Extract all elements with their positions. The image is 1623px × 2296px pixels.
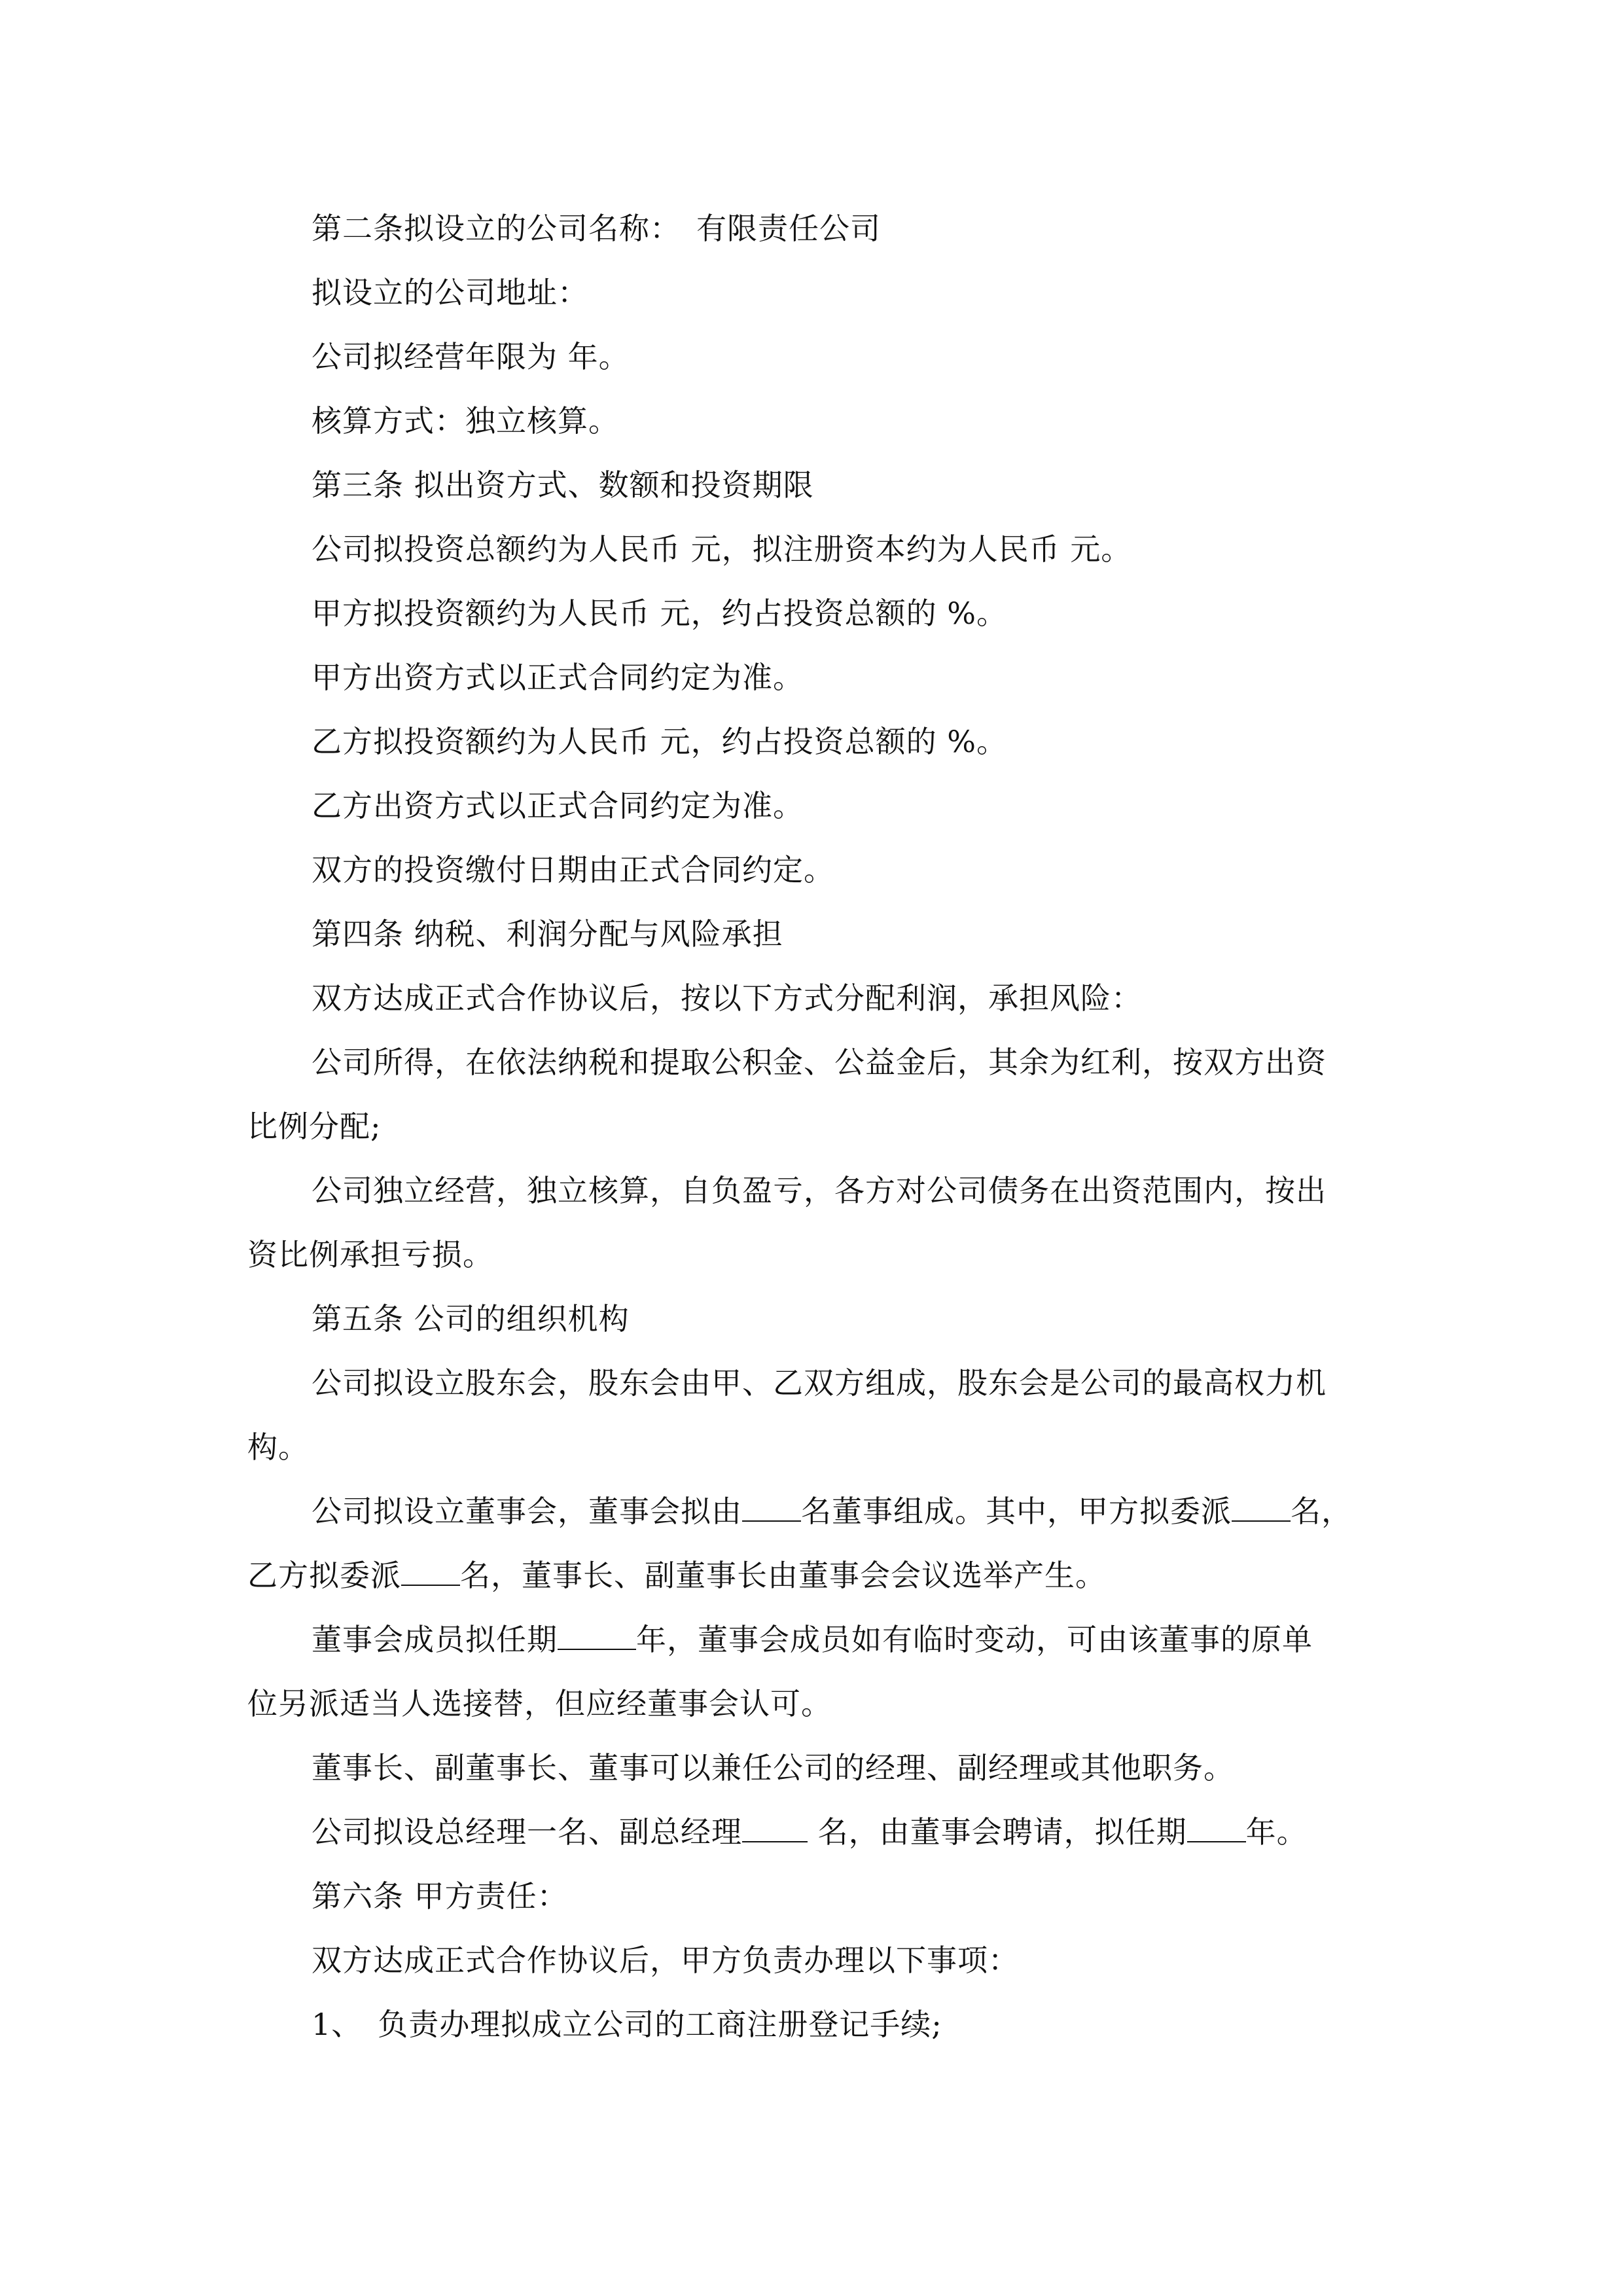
paragraph-line: 比例分配; xyxy=(247,1109,382,1144)
paragraph-line: 公司独立经营，独立核算，自负盈亏，各方对公司债务在出资范围内，按出 xyxy=(312,1173,1327,1208)
manager-text-c: 年。 xyxy=(1245,1814,1308,1850)
operating-term-line: 公司拟经营年限为 年。 xyxy=(312,339,630,374)
blank-field xyxy=(558,1626,636,1650)
blank-field xyxy=(742,1819,808,1842)
article2-company-name: 第二条拟设立的公司名称： 有限责任公司 xyxy=(312,211,881,246)
shareholders-meeting-paragraph xyxy=(247,1351,1378,1479)
party-a-contribution-line: 甲方出资方式以正式合同约定为准。 xyxy=(312,660,804,695)
loss-sharing-paragraph xyxy=(247,1158,1378,1287)
blank-field xyxy=(401,1562,460,1586)
paragraph-line xyxy=(247,1479,1378,1543)
director-term-paragraph xyxy=(247,1607,1378,1736)
board-text-a: 公司拟设立董事会，董事会拟由 xyxy=(312,1494,742,1529)
blank-field xyxy=(1232,1498,1291,1522)
article6-title: 第六条 甲方责任： xyxy=(312,1878,568,1914)
concurrent-positions-line: 董事长、副董事长、董事可以兼任公司的经理、副经理或其他职务。 xyxy=(312,1750,1234,1785)
manager-text-b: 名，由董事会聘请，拟任期 xyxy=(808,1814,1187,1850)
board-of-directors-paragraph xyxy=(247,1479,1378,1607)
board-text-b: 名董事组成。其中，甲方拟委派 xyxy=(801,1494,1232,1529)
company-address-line: 拟设立的公司地址： xyxy=(312,275,588,310)
article3-title: 第三条 拟出资方式、数额和投资期限 xyxy=(312,467,814,503)
paragraph-line: 公司拟设立股东会，股东会由甲、乙双方组成，股东会是公司的最高权力机 xyxy=(312,1365,1327,1401)
duty-item-1: 1、 负责办理拟成立公司的工商注册登记手续; xyxy=(312,2007,942,2042)
profit-distribution-paragraph xyxy=(247,1030,1378,1158)
payment-date-line: 双方的投资缴付日期由正式合同约定。 xyxy=(312,852,834,888)
total-investment-line: 公司拟投资总额约为人民币 元，拟注册资本约为人民币 元。 xyxy=(312,531,1132,567)
board-text-d: 乙方拟委派 xyxy=(247,1558,401,1593)
paragraph-line: 位另派适当人选接替，但应经董事会认可。 xyxy=(247,1686,832,1721)
paragraph-line xyxy=(247,1543,1378,1607)
party-a-investment-line: 甲方拟投资额约为人民币 元，约占投资总额的 %。 xyxy=(312,596,1007,631)
manager-text-a: 公司拟设总经理一名、副总经理 xyxy=(312,1814,742,1850)
board-text-e: 名，董事长、副董事长由董事会会议选举产生。 xyxy=(460,1558,1106,1593)
paragraph-line: 构。 xyxy=(247,1429,309,1465)
term-text-b: 年，董事会成员如有临时变动，可由该董事的原单 xyxy=(636,1622,1313,1657)
party-b-investment-line: 乙方拟投资额约为人民币 元，约占投资总额的 %。 xyxy=(312,724,1007,759)
paragraph-line: 公司所得，在依法纳税和提取公积金、公益金后，其余为红利，按双方出资 xyxy=(312,1045,1327,1080)
article4-title: 第四条 纳税、利润分配与风险承担 xyxy=(312,916,783,952)
party-a-duties-intro: 双方达成正式合作协议后，甲方负责办理以下事项： xyxy=(312,1943,1019,1978)
term-text-a: 董事会成员拟任期 xyxy=(312,1622,558,1657)
paragraph-line: 资比例承担亏损。 xyxy=(247,1237,493,1272)
article5-title: 第五条 公司的组织机构 xyxy=(312,1301,630,1336)
profit-risk-intro: 双方达成正式合作协议后，按以下方式分配利润，承担风险： xyxy=(312,980,1142,1016)
blank-field xyxy=(742,1498,801,1522)
accounting-method-line: 核算方式：独立核算。 xyxy=(312,403,619,439)
board-text-c: 名， xyxy=(1291,1494,1352,1529)
document-body xyxy=(247,196,1378,2056)
paragraph-line xyxy=(247,1607,1378,1672)
party-b-contribution-line: 乙方出资方式以正式合同约定为准。 xyxy=(312,788,804,823)
blank-field xyxy=(1187,1819,1246,1842)
general-manager-line xyxy=(247,1800,1378,1864)
